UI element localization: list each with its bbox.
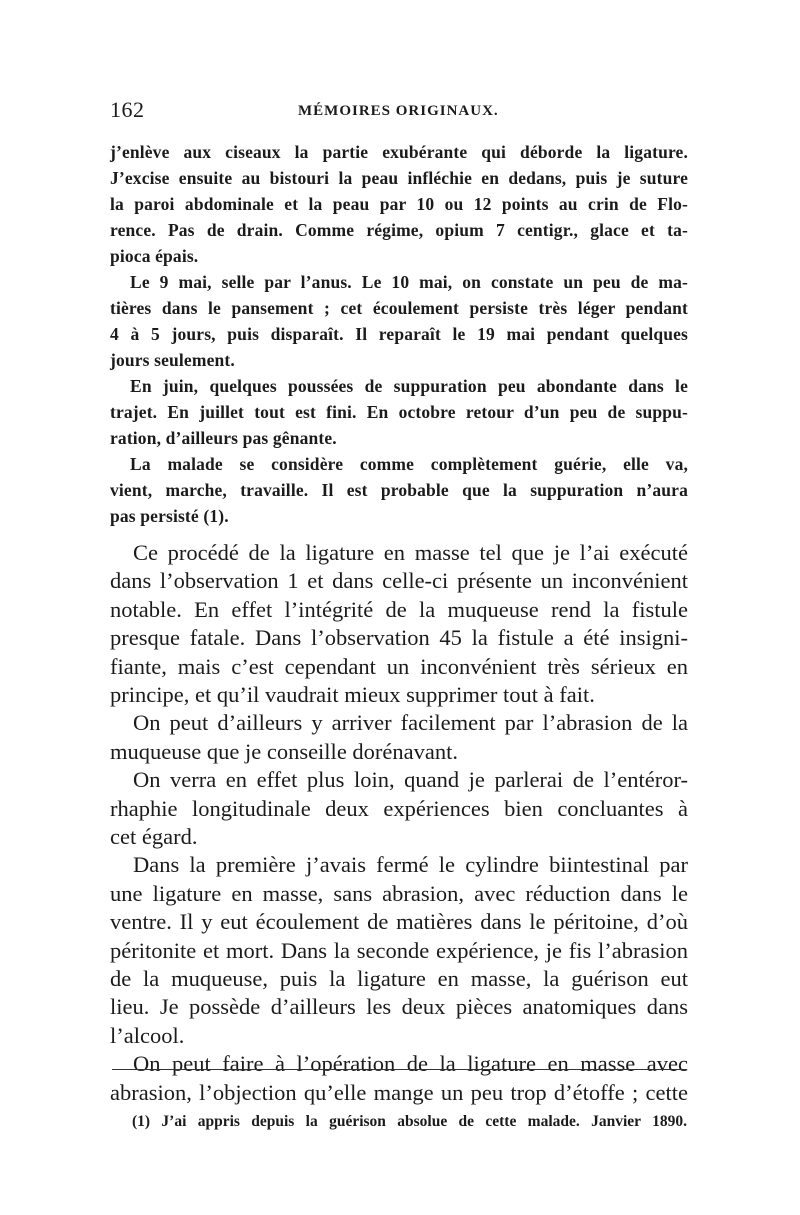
text-line: trajet. En juillet tout est fini. En octobre retour d’un peu de suppu-: [110, 402, 688, 422]
text-line: presque fatale. Dans l’observation 45 la fistule a été insigni-: [110, 625, 688, 651]
text-line: notable. En effet l’intégrité de la muqueuse rend la fistule: [110, 596, 688, 622]
text-line: rhaphie longitudinale deux expériences bien concluantes à: [110, 795, 688, 821]
text-line: On peut d’ailleurs y arriver facilement par l’abrasion de la: [133, 710, 688, 736]
text-line: péritonite et mort. Dans la seconde expérience, je fis l’abrasion: [110, 937, 688, 963]
text-line: cet égard.: [110, 824, 198, 849]
text-line: 4 à 5 jours, puis disparaît. Il reparaît le 19 mai pendant quelques: [110, 324, 688, 344]
text-line: On verra en effet plus loin, quand je parlerai de l’entéror-: [133, 767, 688, 793]
page-number: 162: [110, 97, 145, 122]
text-line: abrasion, l’objection qu’elle mange un peu trop d’étoffe ; cette: [110, 1079, 688, 1105]
text-line: La malade se considère comme complètement guérie, elle va,: [130, 454, 688, 474]
text-line: Dans la première j’avais fermé le cylindre biintestinal par: [133, 852, 688, 878]
footnote: (1) J’ai appris depuis la guérison absolue de cette malade. Janvier 1890.: [132, 1112, 687, 1130]
text-line: vient, marche, travaille. Il est probable que la suppuration n’aura: [110, 480, 688, 500]
text-line: principe, et qu’il vaudrait mieux supprimer tout à fait.: [110, 682, 595, 707]
text-line: j’enlève aux ciseaux la partie exubérante qui déborde la ligature.: [110, 142, 688, 162]
text-line: muqueuse que je conseille dorénavant.: [110, 738, 459, 764]
text-line: pas persisté (1).: [110, 506, 229, 526]
running-head: [110, 96, 690, 126]
text-line: En juin, quelques poussées de suppuration peu abondante dans le: [130, 376, 688, 396]
running-title: MÉMOIRES ORIGINAUX.: [298, 103, 499, 119]
text-line: Ce procédé de la ligature en masse tel que je l’ai exécuté: [133, 540, 688, 565]
text-line: Le 9 mai, selle par l’anus. Le 10 mai, on constate un peu de ma-: [130, 272, 688, 292]
text-line: ventre. Il y eut écoulement de matières dans le péritoine, d’où: [110, 909, 688, 935]
footnote-rule: [112, 1069, 687, 1070]
text-line: jours seulement.: [110, 350, 235, 370]
text-line: pioca épais.: [110, 246, 199, 266]
text-line: dans l’observation 1 et dans celle-ci présente un inconvénient: [110, 568, 688, 594]
text-line: lieu. Je possède d’ailleurs les deux pièces anatomiques dans: [110, 994, 688, 1020]
text-line: J’excise ensuite au bistouri la peau infléchie en dedans, puis je suture: [110, 168, 688, 188]
text-line: de la muqueuse, puis la ligature en masse, la guérison eut: [110, 966, 688, 991]
text-line: l’alcool.: [110, 1022, 185, 1048]
text-line: ration, d’ailleurs pas gênante.: [110, 428, 337, 448]
text-line: fiante, mais c’est cependant un inconvénient très sérieux en: [110, 653, 688, 679]
text-line: On peut faire à l’opération de la ligature en masse avec: [133, 1051, 688, 1077]
text-line: rence. Pas de drain. Comme régime, opium 7 centigr., glace et ta-: [110, 220, 688, 240]
text-line: tières dans le pansement ; cet écoulement persiste très léger pendant: [110, 298, 688, 318]
text-line: une ligature en masse, sans abrasion, avec réduction dans le: [110, 880, 688, 906]
text-line: la paroi abdominale et la peau par 10 ou 12 points au crin de Flo-: [110, 194, 688, 214]
